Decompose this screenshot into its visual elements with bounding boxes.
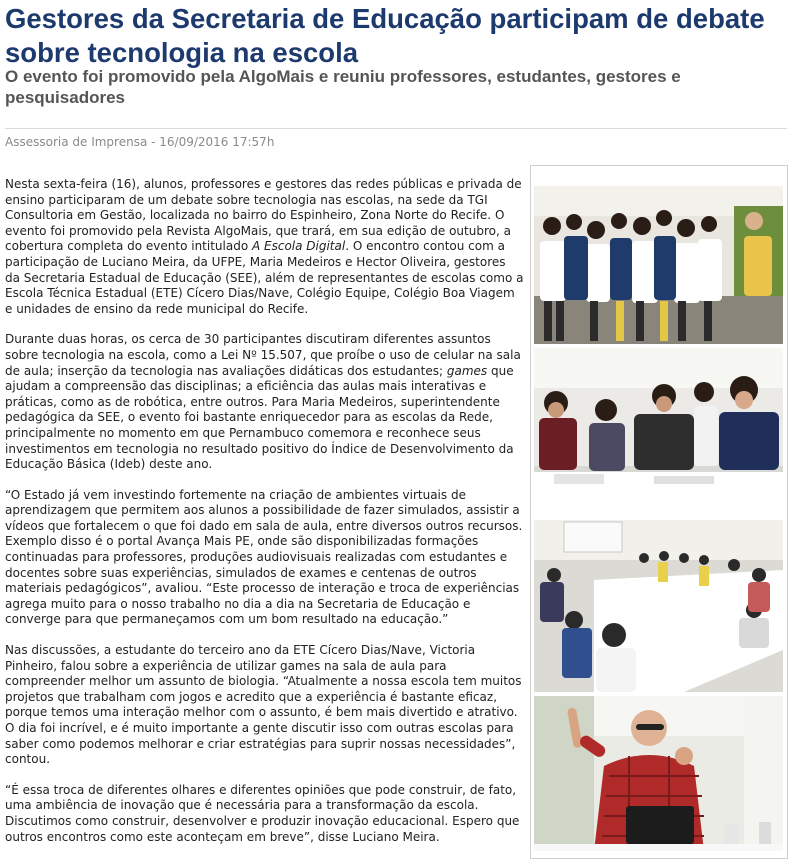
photo-meeting-table[interactable] [534,348,783,516]
article-byline: Assessoria de Imprensa - 16/09/2016 17:57h [5,135,275,149]
photo-speaker[interactable] [534,696,783,851]
photo-room-overview[interactable] [534,520,783,692]
event-title: A Escola Digital [251,239,346,254]
article-headline: Gestores da Secretaria de Educação participam de debate sobre tecnologia na escola [5,3,765,68]
paragraph-1: Nesta sexta-feira (16), alunos, professores e gestores das redes públicas e privada de ensino participaram de um debate sobre tecnologia nas escolas, na sede da TGI Consultoria em Gestão, localizada no bairro do Espinheiro, Zona Norte do Recife. O evento foi promovido pela Revista AlgoMais, que trará, em sua edição de outubro, a cobertura completa do evento intitulado A Escola Digital. O encontro contou com a participação de Luciano Meira, da UFPE, Maria Medeiros e Hector Oliveira, gestores da Secretaria Estadual de Educação (SEE), além de representantes de escolas como a Escola Técnica Estadual (ETE) Cícero Dias/Nave, Colégio Equipe, Colégio Boa Viagem e unidades de ensino da rede municipal do Recife. [5,177,524,316]
article-subtitle: O evento foi promovido pela AlgoMais e reuniu professores, estudantes, gestores e pesquisadores [5,67,681,107]
paragraph-3: “O Estado já vem investindo fortemente na criação de ambientes virtuais de aprendizagem que permitem aos alunos a possibilidade de fazer simulados, assistir a vídeos que fortalecem o que foi dado em sala de aula, entre diversos outros recursos. Exemplo disso é o portal Avança Mais PE, onde são disponibilizadas formações continuadas para professores, produções audiovisuais realizadas com estudantes e docentes sobre suas experiências, simulados de exames e centenas de outros materiais pedagógicos”, avaliou. “Este processo de interação e troca de experiências agrega muito para o nosso trabalho no dia a dia na Secretaria de Educação e converge para que permaneçamos com um bom resultado na educação.” [5,487,523,627]
paragraph-2: Durante duas horas, os cerca de 30 participantes discutiram diferentes assuntos sobre tecnologia na escola, como a Lei Nº 15.507, que proíbe o uso de celular na sala de aula; inserção da tecnologia nas avaliações didáticas dos estudantes; games que ajudam a compreensão das disciplinas; a eficiência das aulas mais interativas e práticas, como as de robótica, entre outros. Para Maria Medeiros, superintendente pedagógica da SEE, o evento foi bastante enriquecedor para as escolas da Rede, principalmente no momento em que Pernambuco comemora e reconhece seus investimentos em tecnologia no resultado positivo do Índice de Desenvolvimento da Educação Básica (Ideb) deste ano. [5,332,521,472]
games-term: games [446,363,488,378]
photo-gallery [530,165,788,859]
photo-students-group[interactable] [534,186,783,344]
paragraph-4: Nas discussões, a estudante do terceiro ano da ETE Cícero Dias/Nave, Victoria Pinheiro, falou sobre a experiência de utilizar games na sala de aula para compreender melhor um assunto de biologia. “Atualmente a nossa escola tem muitos projetos que trabalham com jogos e acredito que a experiência é bastante eficaz, porque temos uma interação melhor com o assunto, é bem mais divertido e atrativo. O dia foi incrível, e é muito importante a gente discutir isso com outras escolas para saber como podemos melhorar e criar estratégias para suprir nossas necessidades”, contou. [5,643,522,767]
header-divider [5,128,787,129]
paragraph-5: “É essa troca de diferentes olhares e diferentes opiniões que pode construir, de fato, uma ambiência de inovação que é necessária para a transformação da escola. Discutimos como construir, desenvolver e produzir inovação educacional. Espero que outros encontros como este aconteçam em breve”, disse Luciano Meira. [5,782,520,844]
article-body [5,177,524,860]
